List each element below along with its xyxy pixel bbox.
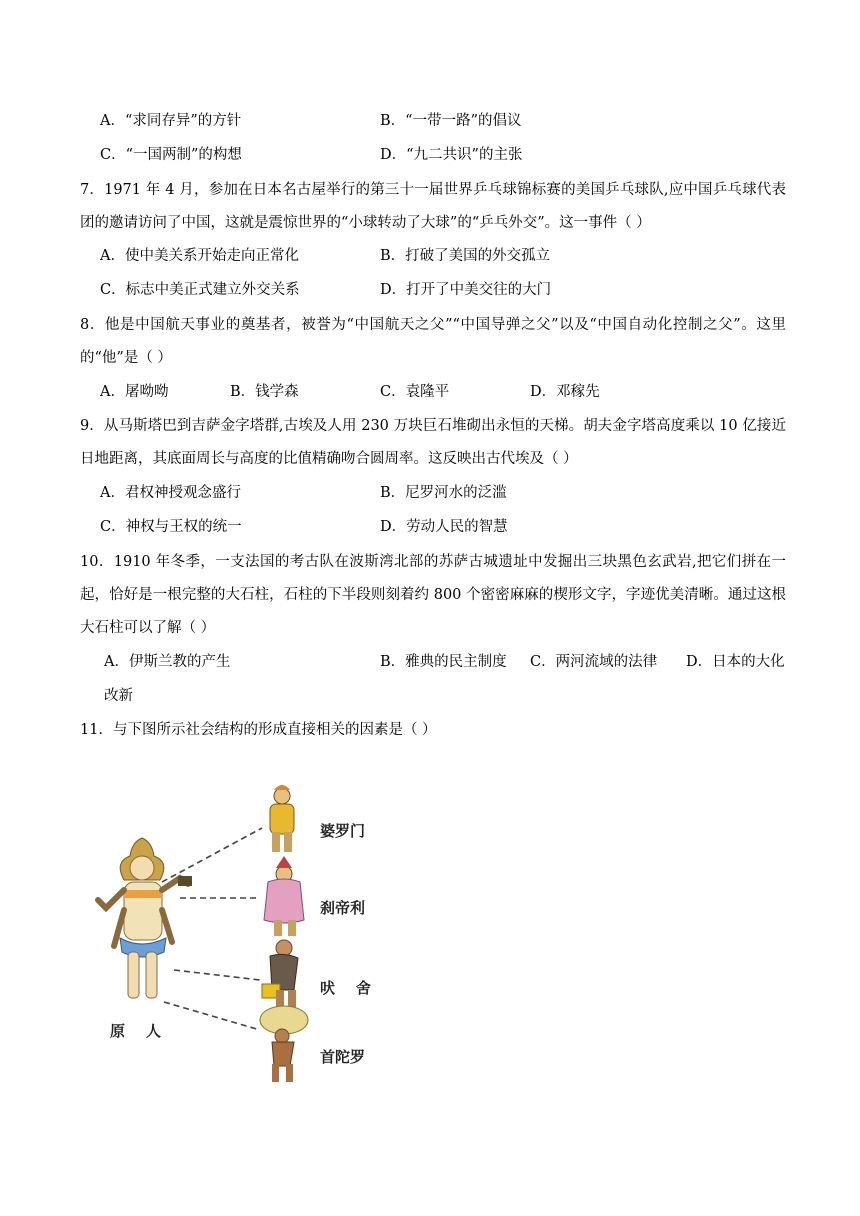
q9-option-c: C．神权与王权的统一 <box>100 519 242 535</box>
brahmin-figure <box>270 785 294 852</box>
brahmin-label: 婆罗门 <box>320 822 366 840</box>
q11-stem: 11．与下图所示社会结构的形成直接相关的因素是（ ） <box>80 722 437 738</box>
q8-option-a: A．屠呦呦 <box>100 384 169 400</box>
q8-stem: 8．他是中国航天事业的奠基者，被誉为“中国航天之父”“中国导弹之父”以及“中国自动化控制之父”。这里的“他”是（ ） <box>80 317 786 366</box>
q8-option-b: B．钱学森 <box>230 384 299 400</box>
caste-diagram <box>84 770 404 1090</box>
shudra-figure <box>260 1006 308 1082</box>
q7-option-b: B．打破了美国的外交孤立 <box>380 248 551 264</box>
q9-stem: 9．从马斯塔巴到吉萨金字塔群,古埃及人用 230 万块巨石堆砌出永恒的天梯。胡夫金字塔高度乘以 10 亿接近日地距离，其底面周长与高度的比值精确吻合圆周率。这反映出古代埃及（ ） <box>80 418 786 467</box>
q10-option-d-continued: 改新 <box>104 688 133 704</box>
q8-option-c: C．袁隆平 <box>380 384 450 400</box>
origin-label: 原 人 <box>110 1022 161 1040</box>
q9-option-a: A．君权神授观念盛行 <box>100 485 241 501</box>
q10-option-c: C．两河流域的法律 <box>530 654 658 670</box>
q10-option-b: B．雅典的民主制度 <box>380 654 507 670</box>
kshatriya-label: 刹帝利 <box>320 899 366 917</box>
q6-option-b: B．“一带一路”的倡议 <box>380 113 522 129</box>
q8-option-d: D．邓稼先 <box>530 384 600 400</box>
q9-option-b: B．尼罗河水的泛滥 <box>380 485 507 501</box>
q9-option-d: D．劳动人民的智慧 <box>380 519 508 535</box>
q6-option-d: D．“九二共识”的主张 <box>380 147 523 163</box>
vaishya-figure <box>262 940 298 1008</box>
origin-figure <box>98 838 192 998</box>
vaishya-label: 吠 舍 <box>320 979 371 997</box>
q7-stem: 7．1971 年 4 月，参加在日本名古屋举行的第三十一届世界乒乓球锦标赛的美国乒乓球队,应中国乒乓球代表团的邀请访问了中国，这就是震惊世界的“小球转动了大球”的“乒乓外交”。这一事件（ ） <box>80 182 786 231</box>
q10-stem: 10．1910 年冬季，一支法国的考古队在波斯湾北部的苏萨古城遗址中发掘出三块黑色玄武岩,把它们拼在一起，恰好是一根完整的大石柱，石柱的下半段则刻着约 800 个密密麻麻的楔形文字，字迹优美清晰。通过这根大石柱可以了解（ ） <box>80 554 786 636</box>
q7-option-a: A．使中美关系开始走向正常化 <box>100 248 299 264</box>
q7-option-d: D．打开了中美交往的大门 <box>380 282 552 298</box>
shudra-label: 首陀罗 <box>320 1048 366 1066</box>
q6-option-a: A．“求同存异”的方针 <box>100 113 242 129</box>
q10-option-d: D．日本的大化 <box>686 654 785 670</box>
q7-option-c: C．标志中美正式建立外交关系 <box>100 282 300 298</box>
q6-option-c: C．“一国两制”的构想 <box>100 147 242 163</box>
q10-option-a: A．伊斯兰教的产生 <box>104 654 231 670</box>
kshatriya-figure <box>264 856 304 936</box>
